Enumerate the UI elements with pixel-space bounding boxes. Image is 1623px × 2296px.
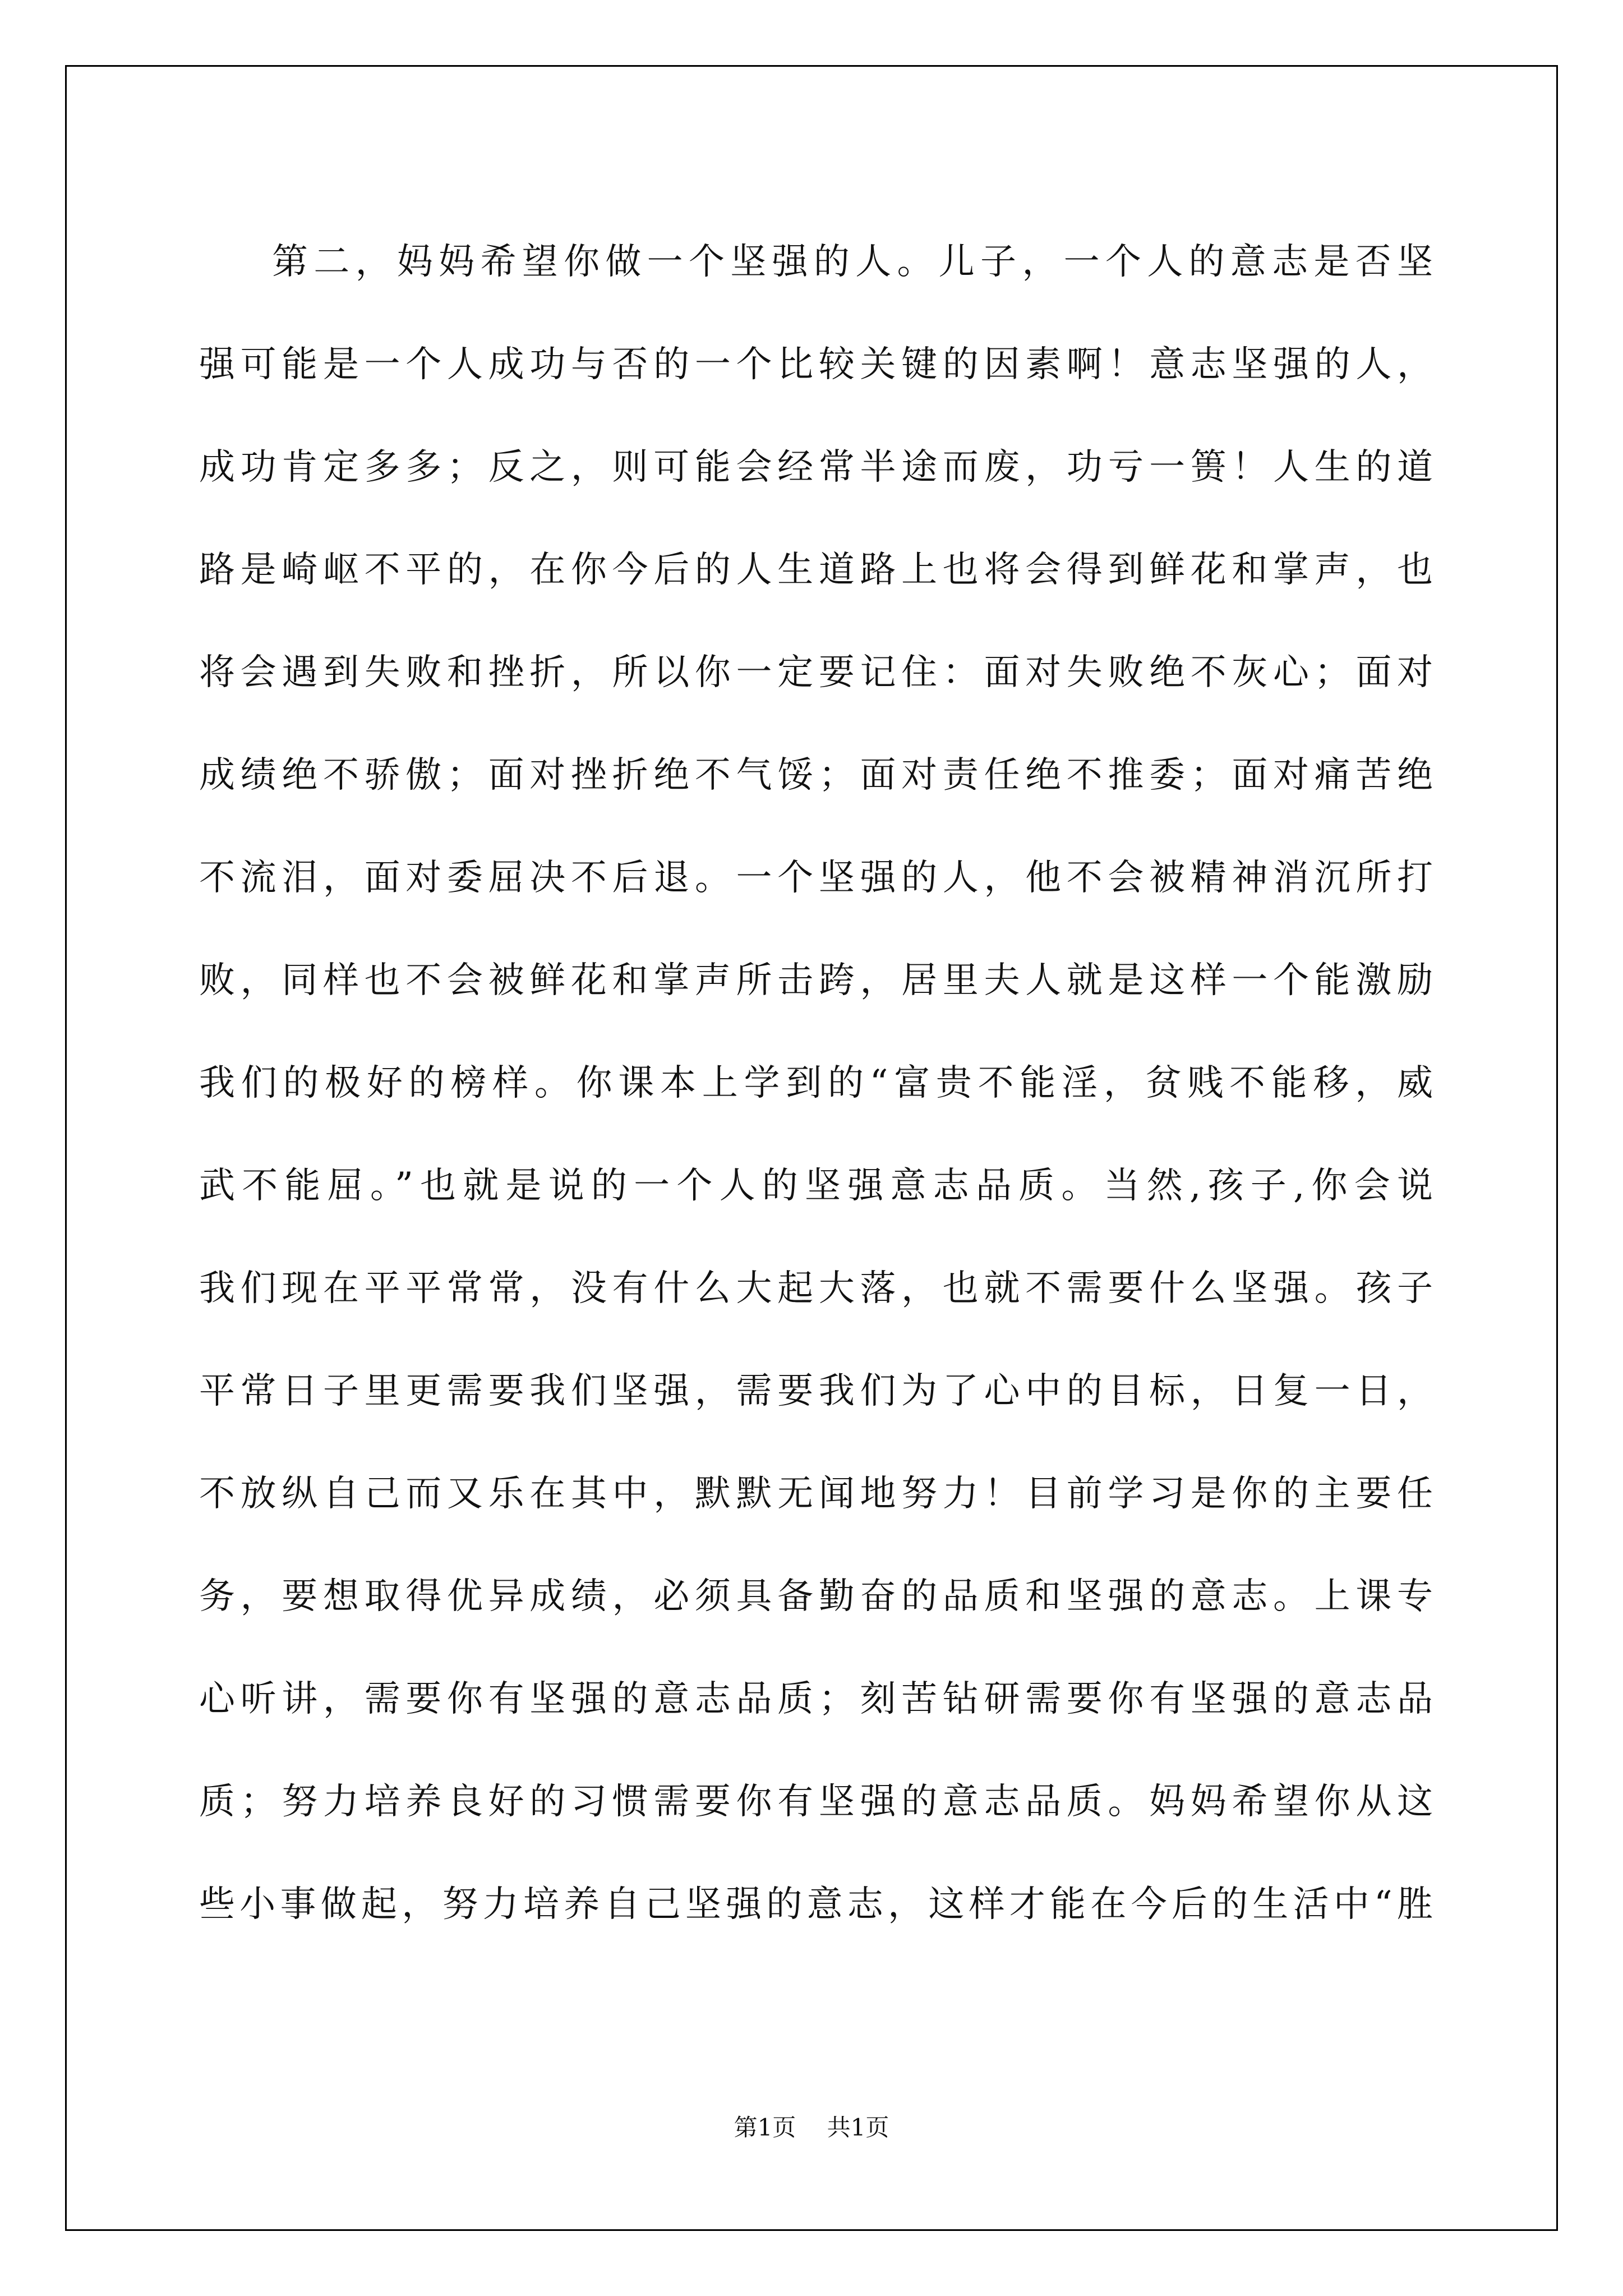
text-line: 平常日子里更需要我们坚强，需要我们为了心中的目标，日复一日， — [199, 1370, 1433, 1412]
text-line: 路是崎岖不平的，在你今后的人生道路上也将会得到鲜花和掌声，也 — [199, 549, 1433, 591]
body-text — [199, 211, 1433, 1956]
page-total: 共1页 — [827, 2114, 889, 2141]
text-line: 些小事做起，努力培养自己坚强的意志，这样才能在今后的生活中“胜 — [199, 1884, 1433, 1925]
text-line: 质；努力培养良好的习惯需要你有坚强的意志品质。妈妈希望你从这 — [199, 1781, 1433, 1823]
text-line: 强可能是一个人成功与否的一个比较关键的因素啊！意志坚强的人， — [199, 344, 1433, 385]
page-footer — [0, 2109, 1623, 2143]
text-line: 不流泪，面对委屈决不后退。一个坚强的人，他不会被精神消沉所打 — [199, 857, 1433, 899]
page-number: 第1页 — [734, 2114, 796, 2141]
text-line: 第二，妈妈希望你做一个坚强的人。儿子，一个人的意志是否坚 — [272, 241, 1433, 283]
text-line: 我们现在平平常常，没有什么大起大落，也就不需要什么坚强。孩子 — [199, 1268, 1433, 1309]
text-line: 将会遇到失败和挫折，所以你一定要记住：面对失败绝不灰心；面对 — [199, 652, 1433, 693]
text-line: 武不能屈。”也就是说的一个人的坚强意志品质。当然,孩子,你会说 — [199, 1165, 1433, 1207]
text-line: 心听讲，需要你有坚强的意志品质；刻苦钻研需要你有坚强的意志品 — [199, 1678, 1433, 1720]
text-line: 不放纵自己而又乐在其中，默默无闻地努力！目前学习是你的主要任 — [199, 1473, 1433, 1515]
text-line: 成绩绝不骄傲；面对挫折绝不气馁；面对责任绝不推委；面对痛苦绝 — [199, 754, 1433, 796]
text-line: 我们的极好的榜样。你课本上学到的“富贵不能淫，贫贱不能移，威 — [199, 1062, 1433, 1104]
text-line: 务，要想取得优异成绩，必须具备勤奋的品质和坚强的意志。上课专 — [199, 1576, 1433, 1617]
text-line: 成功肯定多多；反之，则可能会经常半途而废，功亏一篑！人生的道 — [199, 447, 1433, 488]
text-line: 败，同样也不会被鲜花和掌声所击跨，居里夫人就是这样一个能激励 — [199, 960, 1433, 1001]
